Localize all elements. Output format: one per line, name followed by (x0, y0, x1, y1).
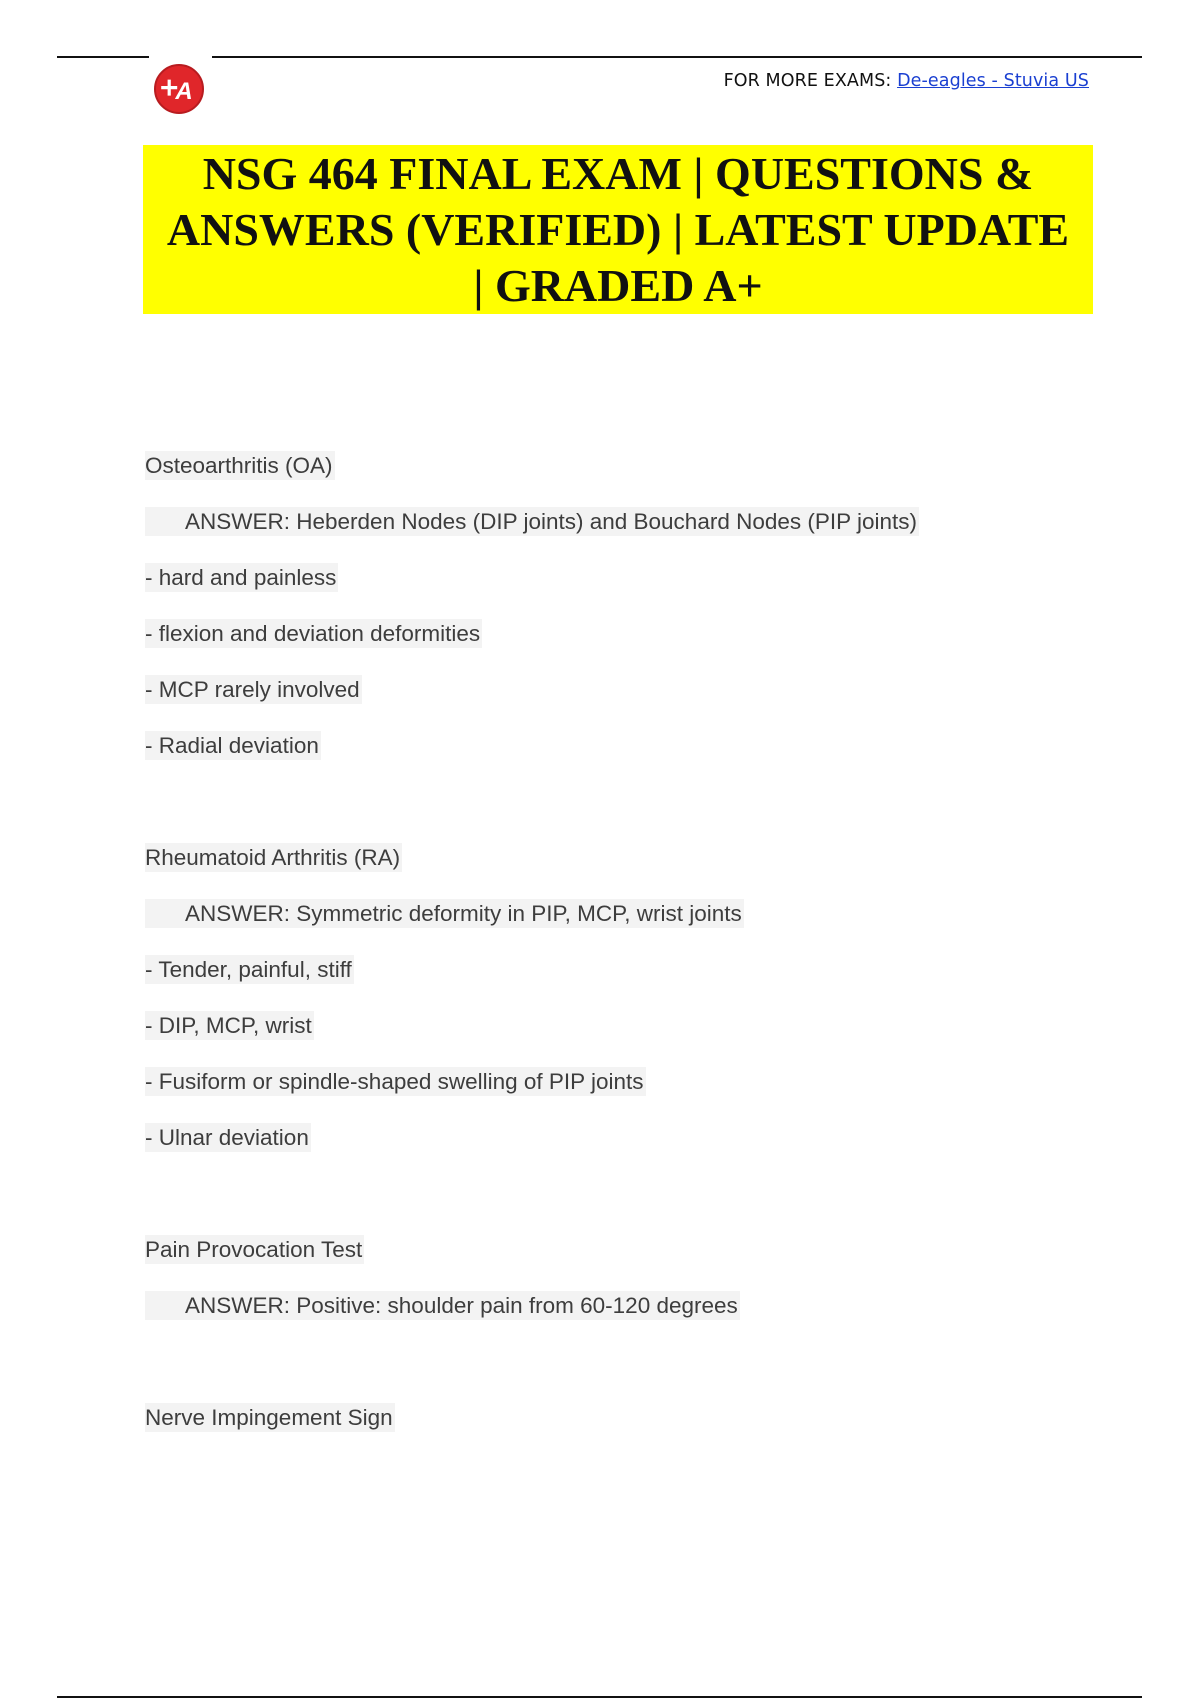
section-spacer (145, 1340, 1065, 1396)
qa-content (145, 444, 1065, 1452)
detail-item: - MCP rarely involved (145, 677, 360, 702)
qa-section (145, 836, 1065, 1228)
section-spacer (145, 1172, 1065, 1228)
plus-a-logo-icon (152, 62, 206, 116)
svg-text:A: A (175, 78, 193, 105)
detail-item: - flexion and deviation deformities (145, 621, 481, 646)
title-banner (143, 145, 1093, 314)
footer-rule (57, 1696, 1142, 1698)
question-text: Osteoarthritis (OA) (145, 453, 333, 478)
detail-item: - DIP, MCP, wrist (145, 1013, 312, 1038)
answer-text: ANSWER: Heberden Nodes (DIP joints) and Bouchard Nodes (PIP joints) (145, 500, 1065, 556)
detail-item: - Fusiform or spindle-shaped swelling of PIP joints (145, 1069, 644, 1094)
document-title: NSG 464 FINAL EXAM | QUESTIONS & ANSWERS (VERIFIED) | LATEST UPDATE | GRADED A+ (166, 147, 1070, 311)
question-text: Rheumatoid Arthritis (RA) (145, 845, 401, 870)
header-rule-left (57, 56, 149, 58)
question-text: Nerve Impingement Sign (145, 1405, 393, 1430)
detail-item: - hard and painless (145, 565, 337, 590)
qa-section (145, 444, 1065, 836)
more-exams-prefix: FOR MORE EXAMS: (723, 71, 898, 91)
answer-text: ANSWER: Positive: shoulder pain from 60-120 degrees (145, 1284, 1065, 1340)
qa-section (145, 1396, 1065, 1452)
question-text: Pain Provocation Test (145, 1237, 363, 1262)
detail-item: - Ulnar deviation (145, 1125, 309, 1150)
qa-section (145, 1228, 1065, 1396)
detail-item: - Tender, painful, stiff (145, 957, 352, 982)
answer-text: ANSWER: Symmetric deformity in PIP, MCP, wrist joints (145, 892, 1065, 948)
more-exams-note (724, 71, 1089, 91)
header-rule-right (212, 56, 1142, 58)
stuvia-link[interactable]: De-eagles - Stuvia US (897, 71, 1089, 91)
section-spacer (145, 780, 1065, 836)
detail-item: - Radial deviation (145, 733, 319, 758)
